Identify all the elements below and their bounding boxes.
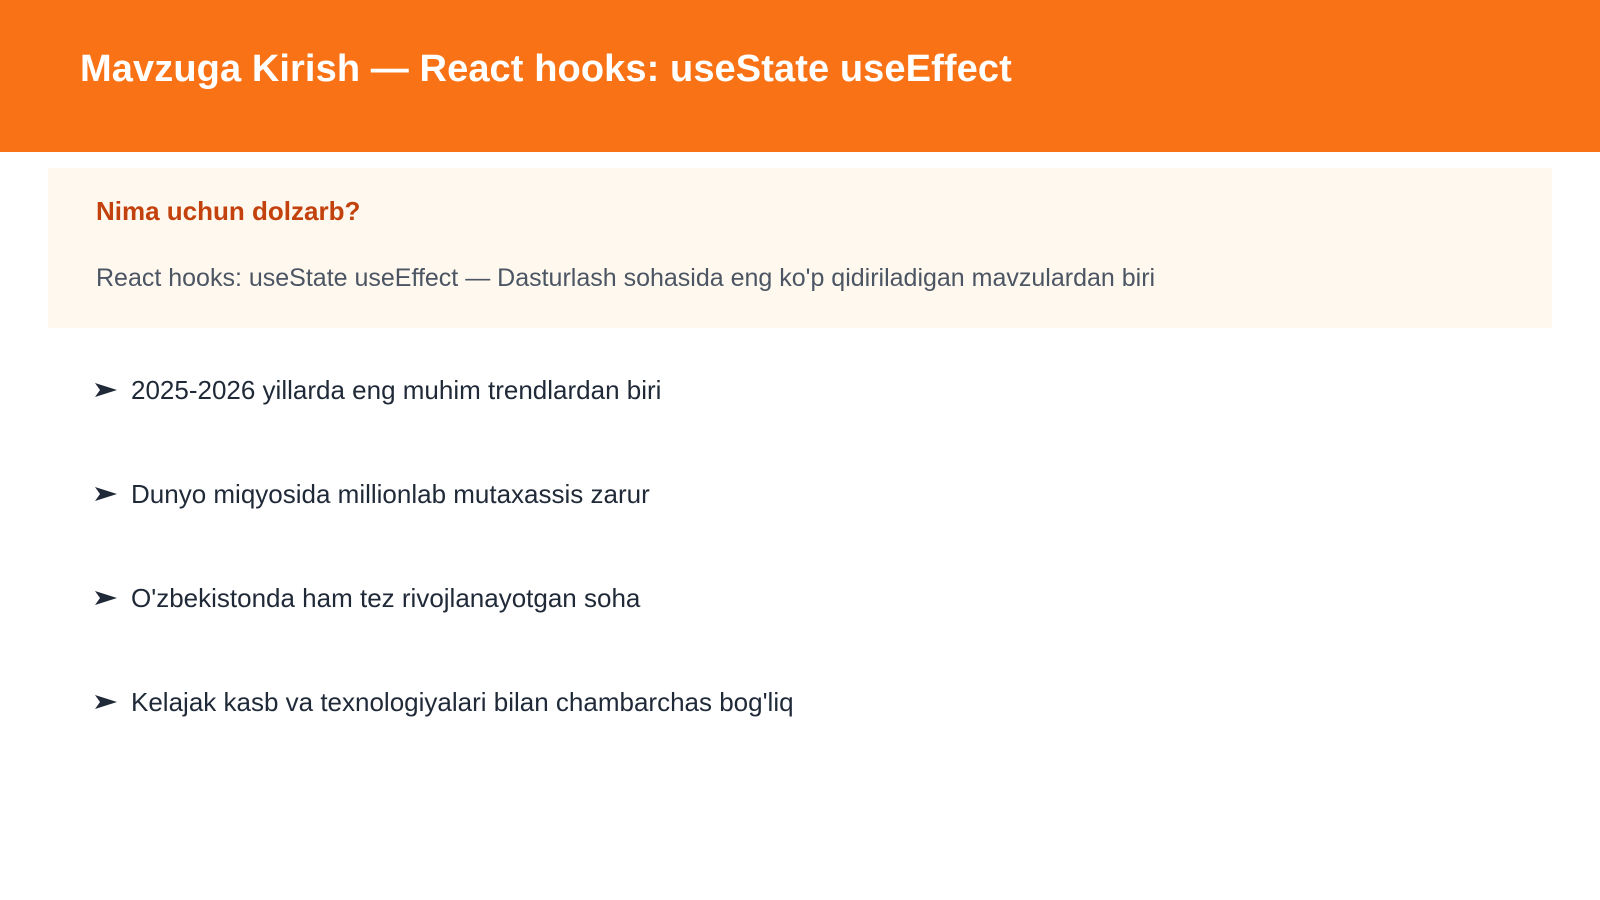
bullet-item — [95, 474, 794, 514]
callout-heading: Nima uchun dolzarb? — [96, 196, 361, 226]
slide-title: Mavzuga Kirish — React hooks: useState useEffect — [80, 47, 1012, 90]
bullet-text: Dunyo miqyosida millionlab mutaxassis zarur — [131, 478, 650, 509]
triangle-right-icon — [95, 382, 117, 398]
triangle-right-icon — [95, 590, 117, 606]
callout-text: React hooks: useState useEffect — Dasturlash sohasida eng ko'p qidiriladigan mavzulardan biri — [96, 264, 1156, 292]
bullet-list — [95, 370, 794, 786]
bullet-item — [95, 578, 794, 618]
callout-box — [48, 168, 1552, 328]
bullet-text: 2025-2026 yillarda eng muhim trendlardan biri — [131, 374, 662, 405]
triangle-right-icon — [95, 486, 117, 502]
bullet-text: O'zbekistonda ham tez rivojlanayotgan soha — [131, 582, 641, 613]
bullet-item — [95, 682, 794, 722]
bullet-item — [95, 370, 794, 410]
bullet-text: Kelajak kasb va texnologiyalari bilan chambarchas bog'liq — [131, 686, 794, 717]
triangle-right-icon — [95, 694, 117, 710]
header-bar — [0, 0, 1600, 152]
